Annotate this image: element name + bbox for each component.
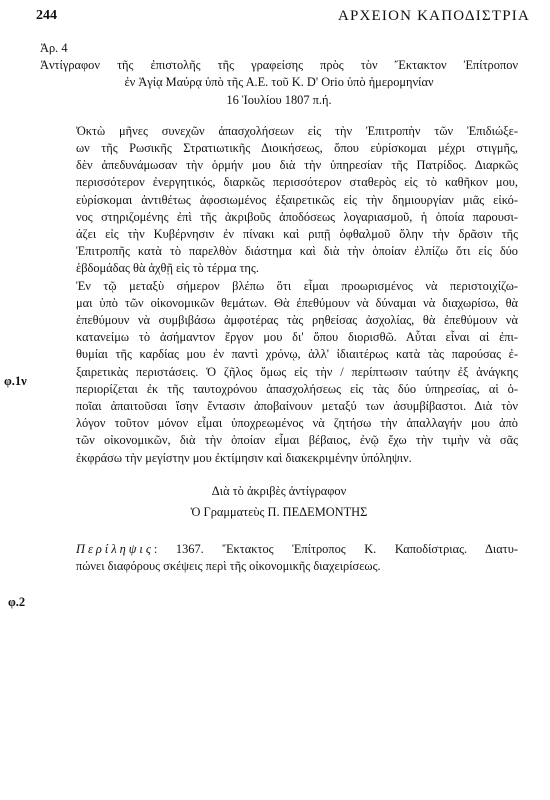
paragraph-line: ἐκφράσω τὴν μεγίστην μου ἐκτίμησιν καὶ διακεκριμένην ὑπόληψιν. [76,450,412,465]
summary-label: Περίληψις [76,542,154,557]
paragraph-line: ἑβδομάδας θὰ ἀχθῇ εἰς τὸ τέρμα της. [76,261,259,276]
summary-line [40,541,518,558]
paragraph-line: εὑρίσκομαι ἀντιθέτως ἀφοσιωμένος ἐξαιρετικῶς εἰς τὴν δημιουργίαν μιᾶς εἰκό- [76,192,518,207]
margin-note-folio-1-verso: φ.1ν [4,374,27,388]
paragraph-line: περιορίζεται ἐκ τῆς ταυτοχρόνου ἀπασχολήσεως εἰς τὰς δύο ὑπηρεσίας, αἱ ὁ- [76,381,518,396]
paragraph-line: περισσότερον ἐνεργητικός, διαρκῶς περισσότερον σταθερὸς εἰς τὸ καθῆκον μου, [76,175,518,190]
paragraph-line: ξαιρετικὰς περιστάσεις. Ὁ ζῆλος ὅμως εἰς τὴν / περίπτωσιν ταύτην ἐξ ἀνάγκης [76,364,518,379]
heading-line: 16 Ἰουλίου 1807 π.ή. [226,92,332,107]
summary-text: : 1367. Ἔκτακτος Ἐπίτροπος Κ. Καποδίστριας. Διατυ- [153,542,518,557]
heading-line: Ἀντίγραφον τῆς ἐπιστολῆς τῆς γραφείσης πρὸς τὸν Ἔκτακτον Ἐπίτροπον [40,58,518,73]
document-body [40,40,518,576]
journal-title: ΑΡΧΕΙΟΝ ΚΑΠΟΔΙΣΤΡΙΑ [337,8,530,24]
secretary-signature-line: Ὁ Γραμματεὺς Π. ΠΕΔΕΜΟΝΤΗΣ [190,505,368,520]
document-number: Ἀρ. 4 [40,41,68,55]
paragraph-line: θυμίαι τῆς καρδίας μου ἐν παντὶ χρόνῳ, ἀλλ' ἰδιαιτέρως κατὰ τὰς παρούσας ἐ- [76,347,518,362]
margin-note-folio-2: φ.2 [8,595,26,609]
paragraph-line: μαι ὑπὸ τῶν οἰκονομικῶν θεμάτων. Θὰ ἐπεθύμουν νὰ δύναμαι νὰ διαχωρίσω, θὰ [76,295,518,310]
paragraph-line: ων τῆς Ρωσικῆς Στρατιωτικῆς Διοικήσεως, ὅπου εὑρίσκομαι μέχρι στιγμῆς, [76,141,518,156]
paragraph-line: δὲν ἀπεδυνάμωσαν τὴν ὁρμήν μου διὰ τὴν ὑπηρεσίαν τῆς Πατρίδος. Διαρκῶς [76,158,518,173]
paragraph-line: Ἐν τῷ μεταξὺ σήμερον βλέπω ὅτι εἶμαι προωρισμένος νὰ περιστοιχίζω- [76,278,518,293]
paragraph-1 [40,123,518,278]
heading-line: ἐν Ἁγίᾳ Μαύρᾳ ὑπὸ τῆς Α.Ε. τοῦ Κ. D' Orio ὑπὸ ἡμερομηνίαν [124,75,434,90]
paragraph-line: ποῖαι ἀπαιτοῦσαι ἴσην ἔντασιν ἀποβαίνουν μεταξύ των ἀσυμβίβαστοι. Διὰ τὸν [76,399,518,414]
certification-line: Διὰ τὸ ἀκριβὲς ἀντίγραφον [211,483,347,498]
paragraph-2 [40,278,518,467]
document-heading [40,57,518,109]
paragraph-line: άζει εἰς τὴν Κυβέρνησιν ἐν πίνακι καὶ ριπῇ ὀφθαλμοῦ ὅλην τὴν δρᾶσιν τῆς [76,227,518,242]
paragraph-line: Ὀκτὼ μῆνες συνεχῶν ἀπασχολήσεων εἰς τὴν Ἐπιτροπὴν τῶν Ἐπιδιώξε- [76,123,518,138]
paragraph-line: λόγον τοῦτον μόνον εἶμαι ὑποχρεωμένος νὰ ζητήσω τὴν ἀπαλλαγήν μου ἀπὸ [76,416,518,431]
paragraph-line: κατανείμω τὸ ἀσήμαντον ἔργον μου δι' ὅπου διορισθῶ. Αὗται εἶναι αἱ ἐπι- [76,330,518,345]
certification-signoff [40,483,518,521]
paragraph-line: ἐπεθύμουν νὰ συμβιβάσω ἀμφοτέρας τὰς ρηθείσας ἀσχολίας, θὰ ἐπεθύμουν νὰ [76,313,518,328]
running-head [36,8,530,30]
page-number: 244 [36,8,57,23]
paragraph-line: νος στηριζομένης ἐπὶ τῆς ἀκριβοῦς ἀποδόσεως λογαριασμοῦ, ἡ ὁποία παρουσι- [76,209,518,224]
paragraph-line: τῶν οἰκονομικῶν, διὰ τὴν ὁποίαν εἶμαι βέβαιος, ἐνῷ ἔχω τὴν τιμὴν νὰ σᾶς [76,433,518,448]
summary-paragraph [40,541,518,575]
summary-line: πώνει διαφόρους σκέψεις περὶ τῆς οἰκονομικῆς διαχειρίσεως. [76,559,381,574]
paragraph-line: Ἐπιτροπῆς κατὰ τὸ παρελθὸν διάστημα καὶ διὰ τὴν ὁποίαν ἐλπίζω ὅτι εἰς δύο [76,244,518,259]
